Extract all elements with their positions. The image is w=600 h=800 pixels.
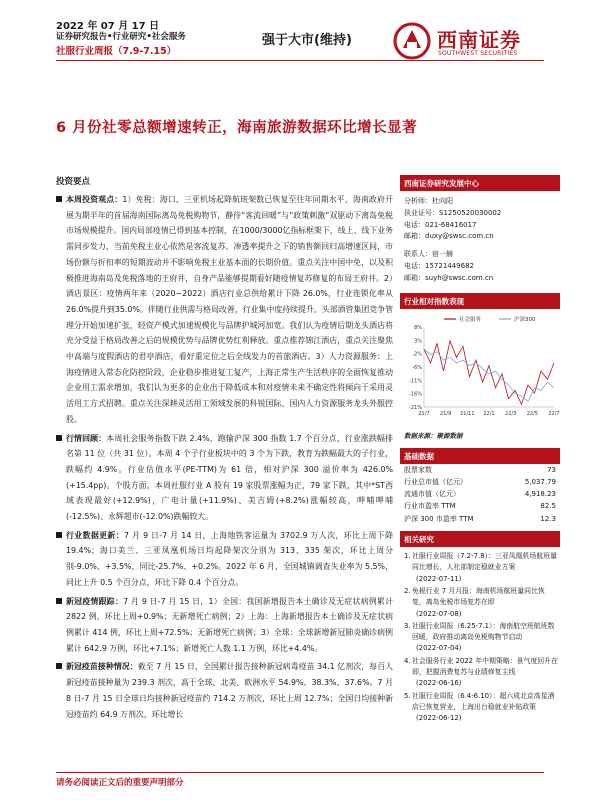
related-date: (2022-06-16) <box>416 679 462 688</box>
y-tick-label: -16% <box>409 391 422 398</box>
bullet-icon <box>56 196 62 202</box>
legend-label-1: 沪深300 <box>514 316 536 323</box>
table-row <box>400 464 560 476</box>
report-weekly-title: 社服行业周报（7.9-7.15） <box>56 46 177 57</box>
bullet-icon <box>56 663 62 669</box>
paragraph-text: 7 月 9 日-7 月 14 日，上海地铁客运量为 3702.9 万人次，环比上周下降 19.4%；海口美兰、三亚凤凰机场日均起降架次分别为 313、335 架次，环比上周分别-9.0%、+3.5%，同比-25.7%、+0.2%。2022 年 6 月，全国城镇调查失业率为 5.5%，同比上升 0.5 个百分点，环比下降 0.4 个百分点。 <box>66 530 393 587</box>
paragraph-lead: 新冠疫苗接种情况： <box>66 662 138 672</box>
bullet-icon <box>56 598 62 604</box>
x-tick-label: 21/7 <box>418 410 430 417</box>
related-list <box>400 547 560 724</box>
row-label: 流通市值（亿元） <box>404 490 460 499</box>
related-date: (2022-07-08) <box>416 609 462 618</box>
legend-label-0: 社会服务 <box>459 316 482 323</box>
paragraph-lead: 行情回顾： <box>66 433 107 443</box>
chart-heading: 行业相对指数表现 <box>400 293 560 309</box>
x-tick-label: 21/9 <box>440 410 452 417</box>
team-heading: 西南证券研究发展中心 <box>400 175 560 191</box>
row-value: 5,037.79 <box>524 477 556 486</box>
footer-disclaimer: 请务必阅读正文后的重要声明部分 <box>56 778 184 788</box>
related-number: 1. <box>404 552 411 561</box>
bullet-icon <box>56 435 62 441</box>
row-value: 82.5 <box>540 502 556 511</box>
sidebar <box>400 175 560 726</box>
footer-divider <box>56 772 544 773</box>
x-tick-label: 22/7 <box>548 410 560 417</box>
related-number: 3. <box>404 621 411 630</box>
investment-points <box>56 175 393 725</box>
team-info <box>400 191 560 285</box>
paragraph-covid <box>56 594 393 657</box>
related-item[interactable] <box>404 691 558 725</box>
series-line-0 <box>424 340 554 403</box>
chart-svg <box>400 309 560 429</box>
y-tick-label: -2% <box>412 351 422 358</box>
related-title: 社会服务行业 2022 年中期策略：景气度回升在即，把握消费复苏与业绩修复主线 <box>412 656 558 677</box>
basic-data-heading: 基础数据 <box>400 448 560 464</box>
x-tick-label: 22/5 <box>526 410 538 417</box>
table-row <box>400 513 560 525</box>
related-title: 社服行业周报（7.2-7.8）：三亚凤凰机场航班量同比增长，人社部制定稳就业方案 <box>412 552 557 572</box>
related-title: 免税行业 7 月月报：海南机场航班量同比恢复，离岛免税市场复苏在即 <box>412 586 545 607</box>
row-value: 73 <box>547 465 556 474</box>
related-date: (2022-07-04) <box>416 644 462 653</box>
row-value: 12.3 <box>540 514 556 523</box>
y-tick-label: -6% <box>412 364 422 371</box>
section-title: 投资要点 <box>56 177 91 187</box>
basic-data-table <box>400 464 560 525</box>
row-value: 4,918.23 <box>524 490 556 499</box>
report-date: 2022 年 07 月 17 日 <box>56 21 160 32</box>
paragraph-lead: 行业数据更新： <box>66 530 125 540</box>
related-number: 2. <box>404 586 411 595</box>
row-label: 行业总市值（亿元） <box>404 477 467 486</box>
related-date: (2022-07-11) <box>416 574 462 583</box>
paragraph-data <box>56 528 393 591</box>
related-item[interactable] <box>404 586 558 620</box>
related-title: 社服行业周报（6.4-6.10）：超六成北京高星酒店已恢复营业，上海出台稳就业补贴政策 <box>412 691 555 711</box>
paragraph-lead: 本周投资观点： <box>66 195 123 204</box>
paragraph-view <box>56 192 393 428</box>
related-item[interactable] <box>404 621 558 655</box>
report-series: 证券研究报告•行业研究•社会服务 <box>56 32 186 42</box>
paragraph-text: 1）免税：海口、三亚机场起降航班架数已恢复至往年同期水平，海南政府开展为期半年的首届海南国际离岛免税购物节，静待“客流回暖”与“政策刺激”双驱动下离岛免税市场规模提升。国内局部疫情已得到基本控制，在1000/3000亿指标框架下，线上、线下业务需同步发力，当前免税主业心依然是客流复苏、渗透率提升之下的销售额回归高增速区间，市场份额与折扣率的短期波动并不影响免税主业基本面的长期价值。重点关注中国中免，以及积极推进海南岛及免税落地的王府井，自身产品能够提期看好随疫情复苏修复的布局王府井。2）酒店景区：疫情两年来（2020~2022）酒店行业总供给累计下降 26.0%，行业连锁化率从26.0%提升到35.0%。伴随行业供需与格局改善，行业集中度持续提升。头部酒管集团竞争管理分开始加速扩张，轻资产模式加速规模化与品牌护城河加宽。我们认为疫情后期龙头酒店将充分受益于格局改善之后的规模优势与品牌优势红利释放。重点推荐锦江酒店，重点关注聚焦中高端与度假酒店的君亭酒店，看好重定位之后全线发力的首旅酒店。3）人力资源服务：上海疫情进入常态化防控阶段，企业稳步推进复工复产，上海正常生产生活秩序的全面恢复推动企业用工需求增加，我们认为更多的企业出于降低成本和对疫情未来不确定性将倾向于采用灵活用工方式招聘。重点关注深耕灵活用工领域发展的科锐国际、国内人力资源服务龙头外服控股。 <box>66 195 393 424</box>
paragraph-text: 7 月 9 日-7 月 15 日，1）全国：我国新增报告本土确诊及无症状病例累计 2822 例，环比上周+0.9%；无新增死亡病例；2）上海：上海新增报告本土确诊及无症状病例累计 414 例，环比上周+72.5%；无新增死亡病例；3）全球：全球新增新冠肺炎确诊病例累计 642.9 万例，环比+7.1%；新增死亡人数 1.1 万例，环比+4.4%。 <box>66 596 393 653</box>
related-number: 5. <box>404 691 411 700</box>
related-number: 4. <box>404 656 411 665</box>
related-item[interactable] <box>404 656 558 690</box>
logo-name: 西南证券 <box>437 28 521 52</box>
paragraph-lead: 新冠疫情跟踪： <box>66 596 124 606</box>
x-tick-label: 22/3 <box>505 410 517 417</box>
logo-mark-icon <box>393 22 431 60</box>
paragraph-market <box>56 431 393 525</box>
header-divider <box>56 60 544 61</box>
chart-source: 数据来源：聚源数据 <box>404 431 463 440</box>
related-heading: 相关研究 <box>400 531 560 547</box>
x-tick-label: 22/1 <box>483 410 495 417</box>
analyst-name: 分析师：杜向阳 <box>404 197 453 205</box>
y-tick-label: 3% <box>414 337 422 344</box>
related-title: 社服行业周报（6.25-7.1）：海南航空班航班数回暖，政府推动离岛免税购物节启动 <box>412 621 555 642</box>
report-title: 6 月份社零总额增速转正，海南旅游数据环比增长显著 <box>56 120 418 136</box>
row-label: 行业市盈率 TTM <box>404 502 456 511</box>
table-row <box>400 476 560 488</box>
contact-phone: 电话：15721449682 <box>404 261 474 270</box>
x-tick-label: 21/11 <box>460 410 475 417</box>
related-item[interactable] <box>404 551 558 585</box>
paragraph-text: 截至 7 月 15 日，全国累计报告接种新冠病毒疫苗 34.1 亿剂次，每百人新冠疫苗接种量为 239.3 剂次，高于全球、北美、欧洲水平 54.9%、38.3%、37.6%。7 月 8 日-7 月 15 日全球日均接种新冠疫苗约 714.2 万剂次，环比上周 12.7%；全国日均接种新冠疫苗约 64.9 万剂次，环比增长 <box>66 662 393 719</box>
y-tick-label: -11% <box>409 377 422 384</box>
paragraph-vaccine <box>56 659 393 722</box>
y-tick-label: -21% <box>409 404 422 411</box>
row-label: 股票家数 <box>404 465 432 474</box>
analyst-phone: 电话：021-68416017 <box>404 220 477 229</box>
logo-english: SOUTHWEST SECURITIES <box>438 50 518 57</box>
row-label: 沪深 300 市盈率 TTM <box>404 514 474 523</box>
table-row <box>400 500 560 512</box>
company-logo <box>393 22 563 62</box>
relative-index-chart <box>400 309 560 429</box>
paragraph-text: 本周社会服务指数下跌 2.4%，跑输沪深 300 指数 1.7 个百分点，行业涨跌幅排名第 11 位（共 31 位）。本周 4 个子行业板块中的 3 个为下跌，教育为跌幅最大的子行业，跌幅约 4.9%。行业估值水平(PE-TTM)为 61 倍，相对沪深 300 溢价率为 426.0%(+15.4pp)。个股方面，本周社服行业 A 股有 19 家股票涨幅为正，79 家下跌，其中*ST西域表现最好(+12.9%)，广电计量(+11.9%)、美吉姆(+8.2%)涨幅较高，呷哺呷哺(-12.5%)、永辉超市(-12.0%)跌幅较大。 <box>66 433 393 522</box>
contact-email[interactable]: 邮箱：suyh@swsc.com.cn <box>404 273 494 282</box>
analyst-email[interactable]: 邮箱：duxy@swsc.com.cn <box>404 232 494 241</box>
table-row <box>400 488 560 500</box>
analyst-cert: 执业证号：S1250520030002 <box>404 208 502 217</box>
y-tick-label: 8% <box>414 324 422 331</box>
rating-label: 强于大市(维持) <box>262 33 352 48</box>
related-date: (2022-06-12) <box>416 714 462 723</box>
contact-name: 联系人：宿一赫 <box>404 250 453 259</box>
bullet-icon <box>56 532 62 538</box>
